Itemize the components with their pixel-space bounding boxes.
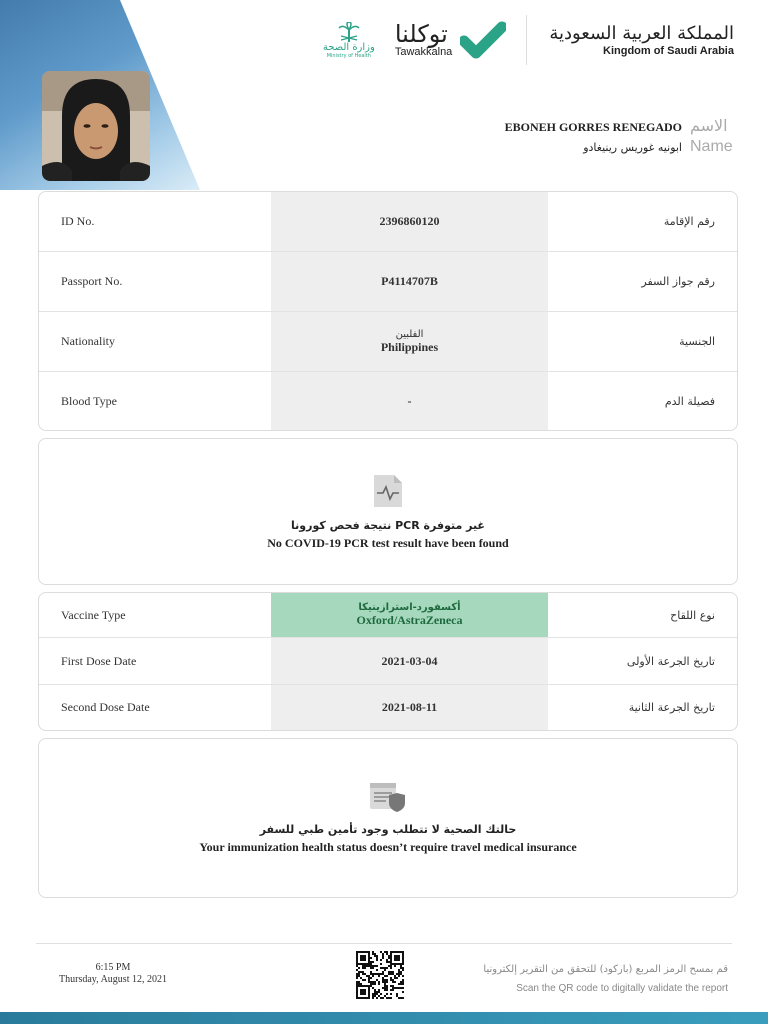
row-label-arabic: تاريخ الجرعة الأولى [626,654,715,668]
kingdom-arabic: المملكة العربية السعودية [549,23,734,44]
report-timestamp [56,962,170,986]
row-label-english: ID No. [61,214,95,228]
insurance-message-english: Your immunization health status doesn’t require travel medical insurance [199,840,577,854]
palm-emblem-icon [337,22,361,42]
name-arabic-value: ابونيه غوريس رينيغادو [583,141,682,154]
passport-number-value: P4114707B [271,252,548,311]
nationality-arabic: الفلبين [395,328,424,340]
report-time: 6:15 PM [95,962,131,973]
ministry-of-health-logo [321,22,377,59]
blood-type-value: - [271,372,548,431]
name-block [312,116,732,160]
moh-logo-arabic: وزارة الصحة [322,41,375,53]
insurance-message-arabic: حالتك الصحية لا تتطلب وجود تأمين طبي للسفر [259,823,517,836]
report-date: Thursday, August 12, 2021 [59,974,167,985]
pcr-result-card [38,438,738,585]
footer-divider [36,943,732,944]
tawakkalna-arabic: توكلنا [394,20,448,48]
document-pulse-icon [372,473,404,509]
id-number-value: 2396860120 [271,192,548,251]
first-dose-row [39,638,737,685]
row-label-english: Passport No. [61,274,123,288]
insurance-card [38,738,738,898]
second-dose-date-value: 2021-08-11 [271,685,548,730]
passport-number-row [39,252,737,312]
row-label-english: Vaccine Type [61,607,126,622]
blood-type-row [39,372,737,431]
name-label-arabic: الاسم [690,116,728,135]
row-label-english: Second Dose Date [61,700,150,714]
tawakkalna-check-icon [460,21,506,59]
profile-photo [42,71,150,181]
nationality-value [271,312,548,371]
qr-code[interactable] [356,951,404,999]
row-label-arabic: نوع اللقاح [670,608,715,622]
scan-instruction-arabic: قم بمسح الرمز المربع (باركود) للتحقق من التقرير إلكترونيا [483,964,728,975]
second-dose-row [39,685,737,730]
vaccine-type-arabic: أكسفورد-استرازينيكا [358,602,461,613]
row-label-arabic: تاريخ الجرعة الثانية [628,701,715,714]
first-dose-date-value: 2021-03-04 [271,638,548,684]
moh-logo-english: Ministry of Health [326,52,371,59]
nationality-english: Philippines [380,339,439,354]
scan-instruction-english: Scan the QR code to digitally validate the report [516,983,728,994]
row-label-arabic: فصيلة الدم [664,395,715,408]
kingdom-logo [549,23,734,57]
tawakkalna-english: Tawakkalna [394,46,453,58]
row-label-arabic: رقم جواز السفر [641,275,715,288]
name-label-english: Name [690,138,733,155]
tawakkalna-logo [395,21,506,59]
scan-instructions [483,964,728,994]
header-logos [321,14,734,66]
vaccine-type-value [271,593,548,637]
pcr-message-arabic: نتيجة فحص كورونا PCR غير متوفرة [291,518,485,532]
row-label-english: Blood Type [61,394,117,408]
pcr-message-english: No COVID-19 PCR test result have been found [267,535,509,550]
name-english-value: EBONEH GORRES RENEGADO [504,120,682,134]
identity-card [38,191,738,431]
kingdom-english: Kingdom of Saudi Arabia [603,45,734,57]
id-number-row [39,192,737,252]
nationality-row [39,312,737,372]
vaccine-card [38,592,738,731]
row-label-english: First Dose Date [61,653,137,668]
insurance-document-shield-icon [369,781,407,813]
vaccine-type-row [39,593,737,638]
row-label-arabic: الجنسية [679,335,715,348]
row-label-arabic: رقم الإقامة [663,215,715,228]
bottom-accent-bar [0,1012,768,1024]
logo-divider [526,15,527,65]
vaccine-type-english: Oxford/AstraZeneca [356,613,463,627]
row-label-english: Nationality [61,334,115,348]
